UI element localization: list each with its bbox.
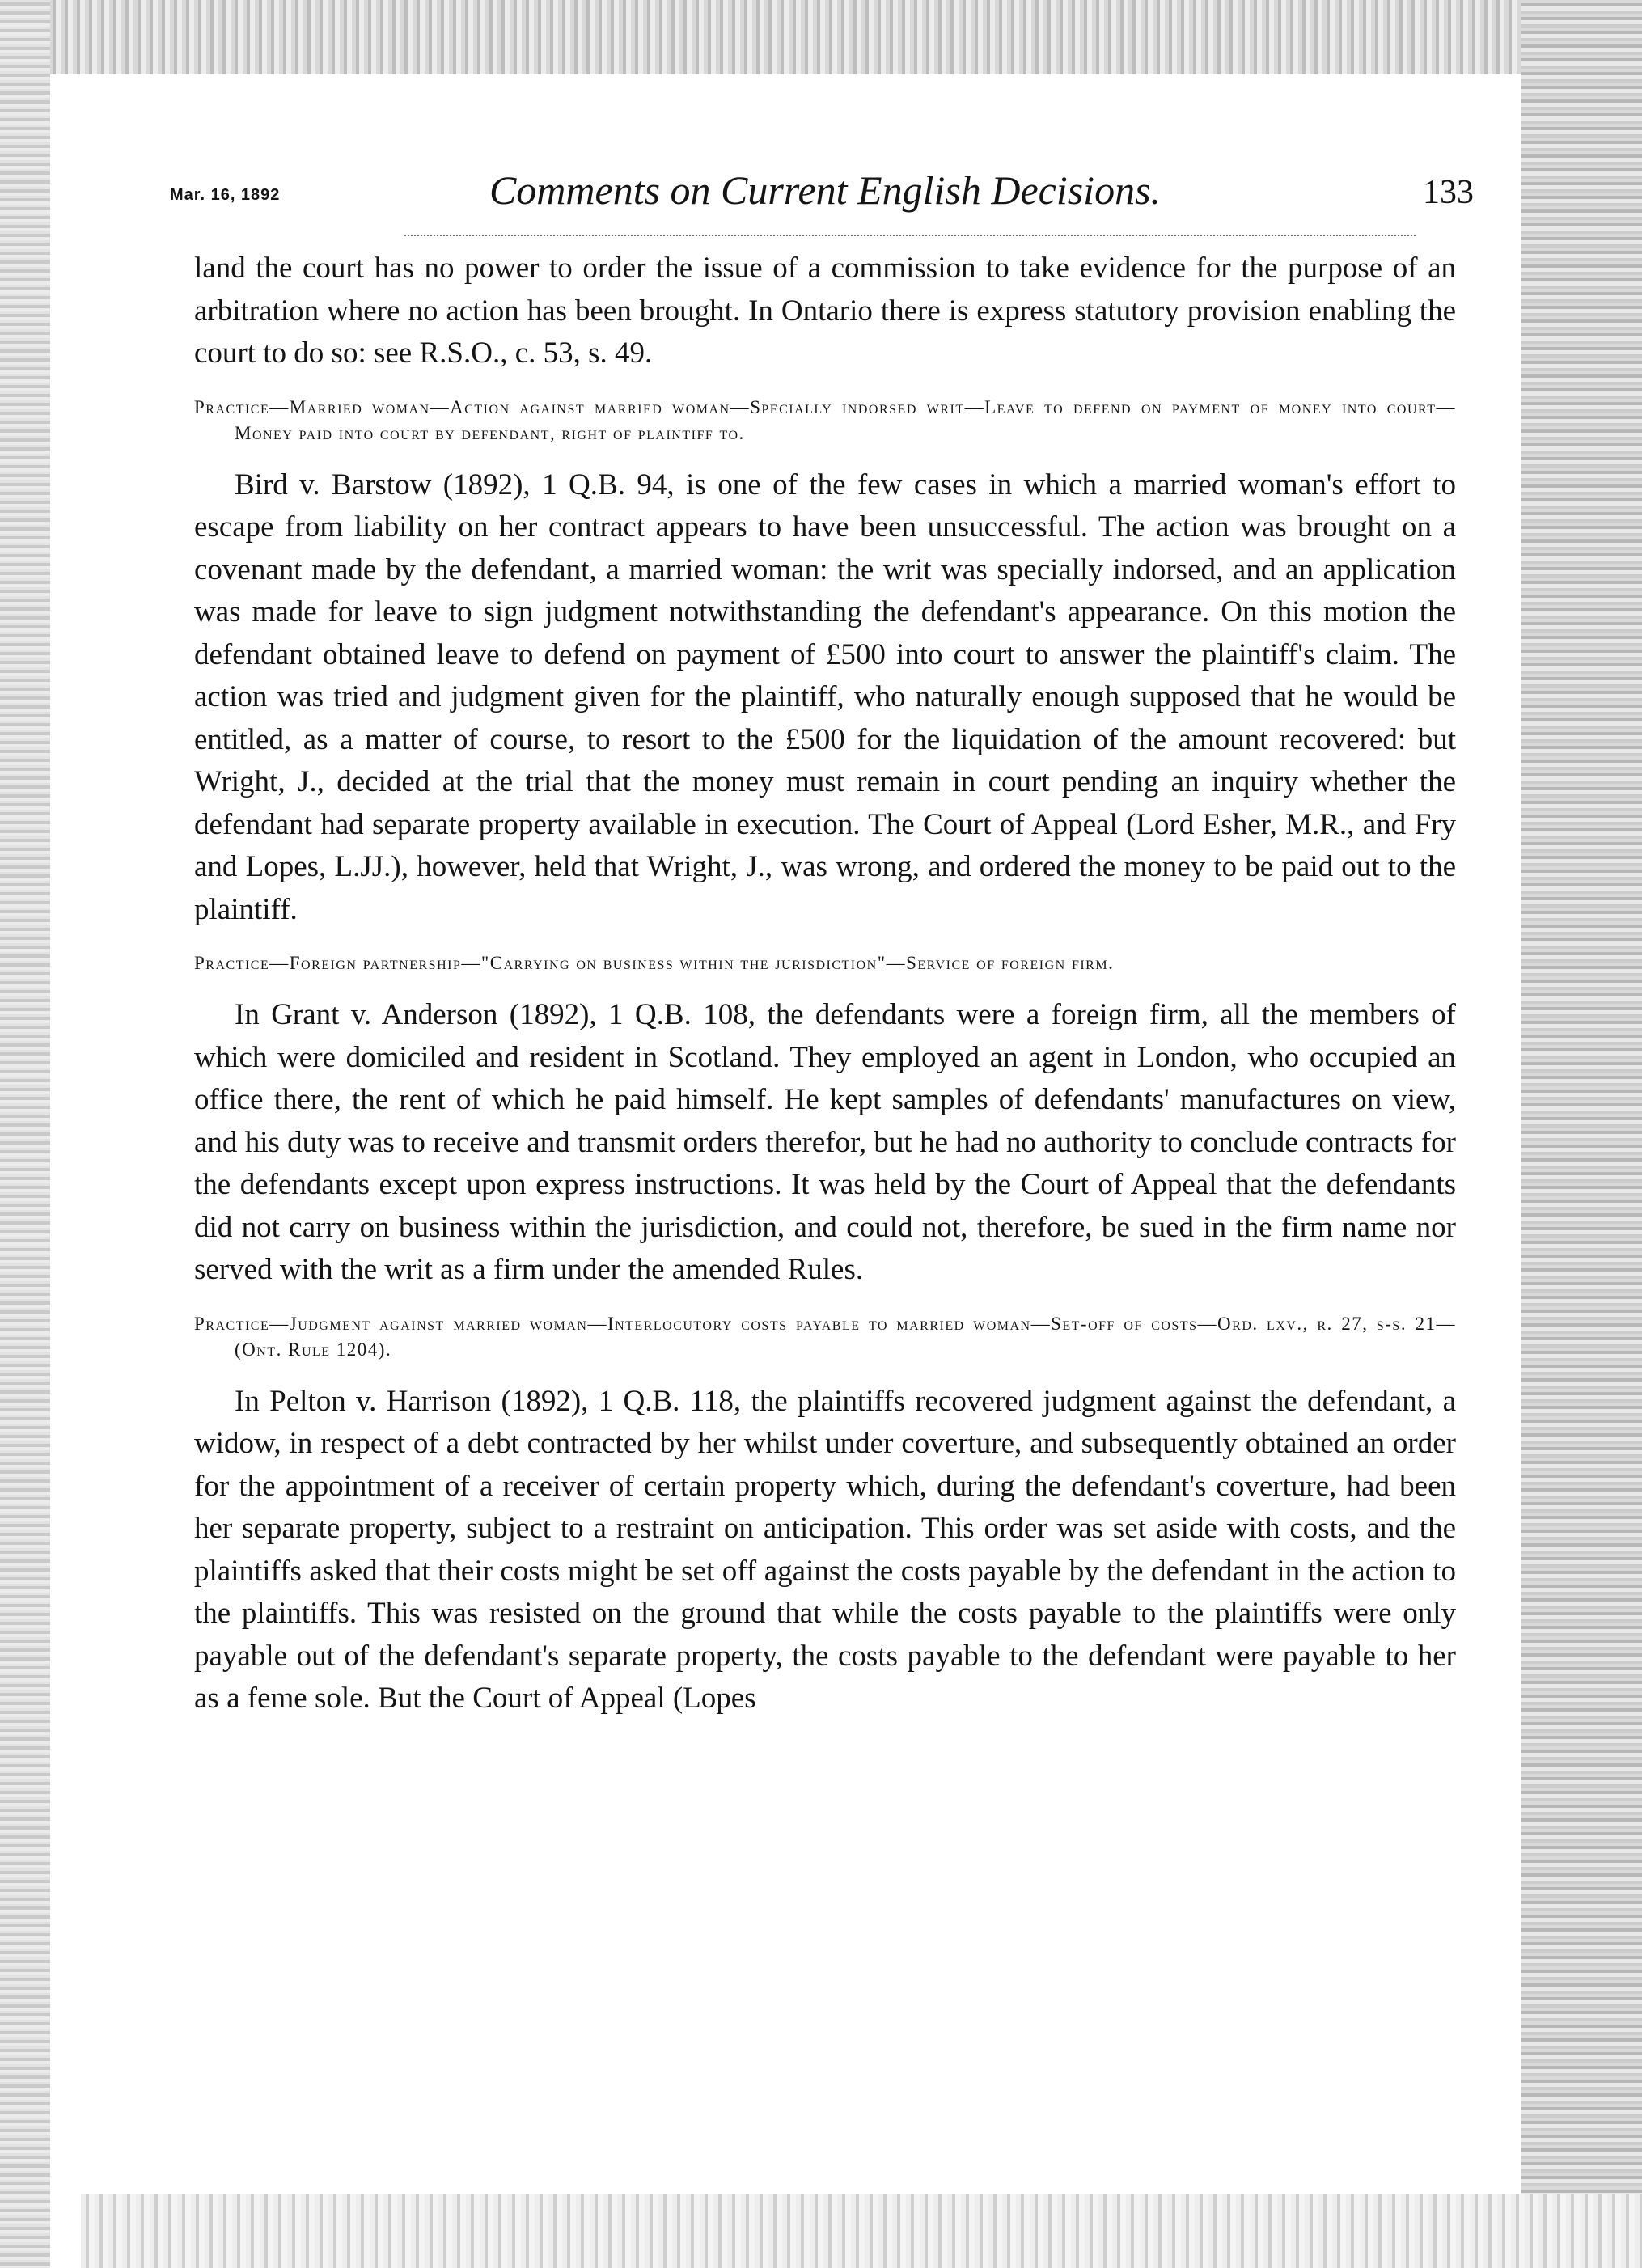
paragraph: In Pelton v. Harrison (1892), 1 Q.B. 118, the plaintiffs recovered judgment against the defendant, a widow, in respect of a debt contracted by her whilst under coverture, and subsequently obtained an order for the appointment of a receiver of certain property which, during the defendant's coverture, had been her separate property, subject to a restraint on anticipation. This order was set aside with costs, and the plaintiffs asked that their costs might be set off against the costs payable by the defendant in the action to the plaintiffs. This was resisted on the ground that while the costs payable to the plaintiffs were only payable out of the defendant's separate property, the costs payable to the defendant were payable to her as a feme sole. But the Court of Appeal (Lopes — [194, 1384, 1456, 1715]
section-heading: Practice—Judgment against married woman—Interlocutory costs payable to married woman—Set-off of costs—Ord. lxv., r. 27, s-s. 21—(Ont. Rule 1204). — [194, 1313, 1456, 1360]
page-number: 133 — [1423, 174, 1474, 211]
header-rule — [404, 235, 1416, 236]
running-header — [170, 162, 1474, 220]
section-heading: Practice—Foreign partnership—"Carrying on business within the jurisdiction"—Service of foreign firm. — [194, 953, 1115, 973]
section-heading: Practice—Married woman—Action against married woman—Specially indorsed writ—Leave to defend on payment of money into court—Money paid into court by defendant, right of plaintiff to. — [194, 396, 1456, 443]
header-date: Mar. 16, 1892 — [170, 186, 281, 204]
paragraph: In Grant v. Anderson (1892), 1 Q.B. 108, the defendants were a foreign firm, all the members of which were domiciled and resident in Scotland. They employed an agent in London, who occupied an office there, the rent of which he paid himself. He kept samples of defendants' manufactures on view, and his duty was to receive and transmit orders therefor, but he had no authority to conclude contracts for the defendants except upon express instructions. It was held by the Court of Appeal that the defendants did not carry on business within the jurisdiction, and could not, therefore, be sued in the firm name nor served with the writ as a firm under the amended Rules. — [194, 998, 1456, 1286]
scan-border-left — [0, 0, 50, 2268]
scan-border-bottom — [81, 2194, 1642, 2268]
scan-border-right — [1521, 0, 1642, 2268]
paragraph: Bird v. Barstow (1892), 1 Q.B. 94, is one of the few cases in which a married woman's effort to escape from liability on her contract appears to have been unsuccessful. The action was brought on a covenant made by the defendant, a married woman: the writ was specially indorsed, and an application was made for leave to sign judgment notwithstanding the defendant's appearance. On this motion the defendant obtained leave to defend on payment of £500 into court to answer the plaintiff's claim. The action was tried and judgment given for the plaintiff, who naturally enough supposed that he would be entitled, as a matter of course, to resort to the £500 for the liquidation of the amount recovered: but Wright, J., decided at the trial that the money must remain in court pending an inquiry whether the defendant had separate property available in execution. The Court of Appeal (Lord Esher, M.R., and Fry and Lopes, L.JJ.), however, held that Wright, J., was wrong, and ordered the money to be paid out to the plaintiff. — [194, 468, 1456, 926]
header-title: Comments on Current English Decisions. — [489, 167, 1162, 213]
document-page — [170, 162, 1474, 1720]
scan-border-top — [0, 0, 1642, 74]
paragraph-continued: land the court has no power to order the issue of a commission to take evidence for the purpose of an arbitration where no action has been brought. In Ontario there is express statutory provision enabling the court to do so: see R.S.O., c. 53, s. 49. — [194, 252, 1456, 370]
